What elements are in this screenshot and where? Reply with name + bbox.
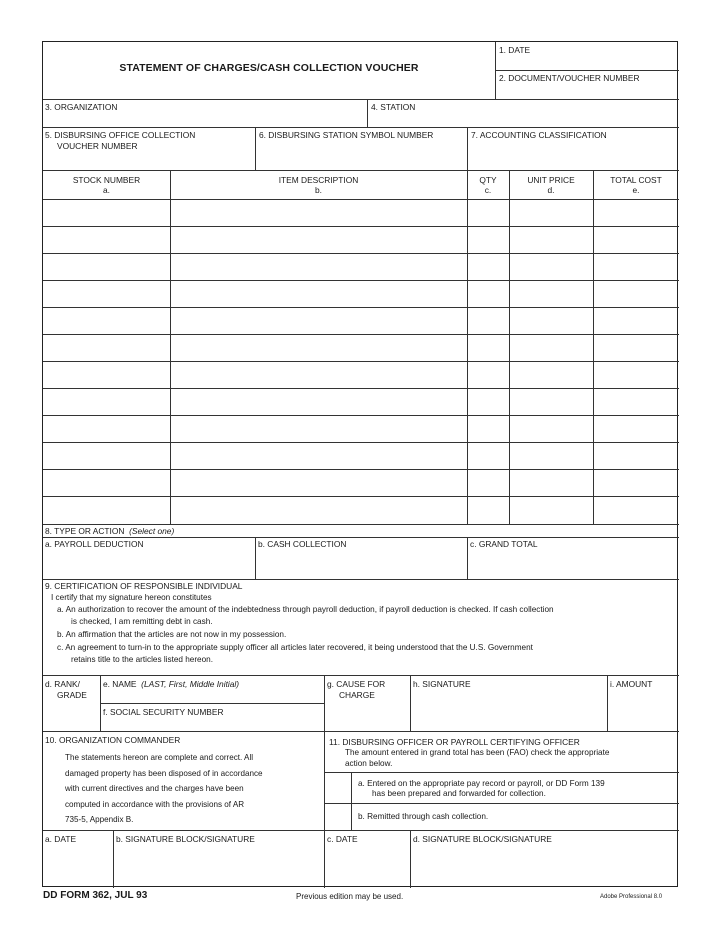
software-note: Adobe Professional 8.0 bbox=[600, 894, 663, 900]
disbursing-option-b[interactable]: b. Remitted through cash collection. bbox=[358, 812, 489, 821]
col-item-description-sub: b. bbox=[315, 185, 322, 195]
name-field-label bbox=[103, 679, 239, 689]
voucher-number-label: VOUCHER NUMBER bbox=[57, 141, 138, 151]
divider bbox=[255, 537, 256, 579]
divider bbox=[607, 675, 608, 731]
accounting-classification-label: 7. ACCOUNTING CLASSIFICATION bbox=[471, 130, 607, 140]
divider bbox=[410, 830, 411, 888]
disbursing-symbol-label: 6. DISBURSING STATION SYMBOL NUMBER bbox=[259, 130, 434, 140]
table-row-line bbox=[43, 388, 679, 389]
divider bbox=[410, 675, 411, 731]
table-row-line bbox=[43, 361, 679, 362]
table-row-line bbox=[43, 415, 679, 416]
name-hint: (LAST, First, Middle Initial) bbox=[141, 679, 240, 689]
amount-label: i. AMOUNT bbox=[610, 679, 653, 689]
disbursing-option-a-cont: has been prepared and forwarded for collection. bbox=[372, 789, 546, 798]
divider bbox=[324, 772, 679, 773]
divider bbox=[593, 170, 594, 524]
col-item-description: ITEM DESCRIPTION bbox=[278, 175, 359, 185]
type-action-label: 8. TYPE OR ACTION bbox=[45, 526, 125, 536]
certification-item-b: b. An affirmation that the articles are not now in my possession. bbox=[57, 630, 287, 639]
commander-text-line: computed in accordance with the provisions of AR bbox=[65, 799, 245, 809]
officer-signature-label: d. SIGNATURE BLOCK/SIGNATURE bbox=[413, 834, 552, 844]
rank-label: d. RANK/ bbox=[45, 679, 80, 689]
ssn-label: f. SOCIAL SECURITY NUMBER bbox=[103, 707, 224, 717]
certification-intro: I certify that my signature hereon constitutes bbox=[51, 593, 212, 602]
certification-item-c: c. An agreement to turn-in to the appropriate supply officer all articles later recovered, it being understood that the U.S. Government bbox=[57, 643, 533, 652]
grand-total-label: c. GRAND TOTAL bbox=[470, 539, 538, 549]
divider bbox=[100, 703, 324, 704]
station-label: 4. STATION bbox=[371, 102, 416, 112]
edition-note: Previous edition may be used. bbox=[296, 892, 404, 901]
grade-label: GRADE bbox=[57, 690, 87, 700]
table-row-line bbox=[43, 253, 679, 254]
divider bbox=[324, 803, 679, 804]
divider bbox=[43, 830, 679, 831]
document-number-label: 2. DOCUMENT/VOUCHER NUMBER bbox=[499, 73, 640, 83]
divider bbox=[324, 675, 325, 731]
disbursing-officer-text: The amount entered in grand total has been (FAO) check the appropriate bbox=[345, 748, 610, 757]
disbursing-officer-text-cont: action below. bbox=[345, 759, 393, 768]
date-label: 1. DATE bbox=[499, 45, 531, 55]
table-row-line bbox=[43, 442, 679, 443]
organization-label: 3. ORGANIZATION bbox=[45, 102, 118, 112]
type-action-hint: (Select one) bbox=[129, 526, 175, 536]
table-row-line bbox=[43, 524, 679, 525]
cause-label: g. CAUSE FOR bbox=[327, 679, 386, 689]
divider bbox=[467, 127, 468, 170]
name-label: e. NAME bbox=[103, 679, 137, 689]
divider bbox=[43, 675, 679, 676]
col-unit-price-sub: d. bbox=[547, 185, 555, 195]
divider bbox=[113, 830, 114, 888]
payroll-deduction-option[interactable]: a. PAYROLL DEDUCTION bbox=[45, 539, 144, 549]
divider bbox=[351, 772, 352, 830]
col-total-cost: TOTAL COST bbox=[610, 175, 662, 185]
divider bbox=[43, 170, 679, 171]
disbursing-option-a[interactable]: a. Entered on the appropriate pay record or payroll, or DD Form 139 bbox=[358, 779, 605, 788]
type-action-heading bbox=[45, 526, 174, 536]
commander-signature-label: b. SIGNATURE BLOCK/SIGNATURE bbox=[116, 834, 255, 844]
divider bbox=[467, 537, 468, 579]
signature-label: h. SIGNATURE bbox=[413, 679, 471, 689]
divider bbox=[170, 170, 171, 524]
certification-label: 9. CERTIFICATION OF RESPONSIBLE INDIVIDUAL bbox=[45, 581, 243, 591]
commander-text-line: 735-5, Appendix B. bbox=[65, 815, 134, 825]
col-qty: QTY bbox=[479, 175, 497, 185]
certification-item-c-cont: retains title to the articles listed hereon. bbox=[71, 655, 213, 664]
form-identifier: DD FORM 362, JUL 93 bbox=[43, 890, 148, 901]
commander-text-line: The statements hereon are complete and correct. All bbox=[65, 753, 254, 762]
divider bbox=[495, 70, 679, 71]
divider bbox=[43, 99, 679, 100]
certification-item-a: a. An authorization to recover the amount of the indebtedness through payroll deduction, if payroll deduction is checked. If cash collection bbox=[57, 605, 554, 614]
col-stock-number-sub: a. bbox=[103, 185, 110, 195]
col-stock-number: STOCK NUMBER bbox=[72, 175, 141, 185]
table-row-line bbox=[43, 334, 679, 335]
table-row-line bbox=[43, 469, 679, 470]
commander-text-line: damaged property has been disposed of in accordance bbox=[65, 768, 263, 778]
divider bbox=[509, 170, 510, 524]
col-qty-sub: c. bbox=[484, 185, 492, 195]
col-unit-price: UNIT PRICE bbox=[527, 175, 575, 185]
divider bbox=[324, 731, 325, 888]
divider bbox=[367, 99, 368, 127]
divider bbox=[43, 579, 679, 580]
commander-label: 10. ORGANIZATION COMMANDER bbox=[45, 735, 181, 745]
commander-statement bbox=[65, 750, 263, 828]
commander-date-label: a. DATE bbox=[45, 834, 77, 844]
divider bbox=[43, 537, 679, 538]
form-title: STATEMENT OF CHARGES/CASH COLLECTION VOUCHER bbox=[119, 62, 419, 74]
table-row-line bbox=[43, 199, 679, 200]
certification-item-a-cont: is checked, I am remitting debt in cash. bbox=[71, 617, 213, 626]
table-row-line bbox=[43, 307, 679, 308]
divider bbox=[467, 170, 468, 524]
commander-text-line: with current directives and the charges have been bbox=[65, 784, 244, 794]
divider bbox=[255, 127, 256, 170]
statement-of-charges-form bbox=[42, 41, 678, 887]
table-row-line bbox=[43, 280, 679, 281]
table-row-line bbox=[43, 226, 679, 227]
cash-collection-option[interactable]: b. CASH COLLECTION bbox=[258, 539, 347, 549]
col-total-cost-sub: e. bbox=[632, 185, 640, 195]
divider bbox=[43, 127, 679, 128]
charge-label: CHARGE bbox=[339, 690, 375, 700]
table-row-line bbox=[43, 496, 679, 497]
officer-date-label: c. DATE bbox=[327, 834, 358, 844]
disbursing-officer-label: 11. DISBURSING OFFICER OR PAYROLL CERTIFYING OFFICER bbox=[329, 737, 580, 747]
divider bbox=[43, 731, 679, 732]
disbursing-office-label: 5. DISBURSING OFFICE COLLECTION bbox=[45, 130, 196, 140]
